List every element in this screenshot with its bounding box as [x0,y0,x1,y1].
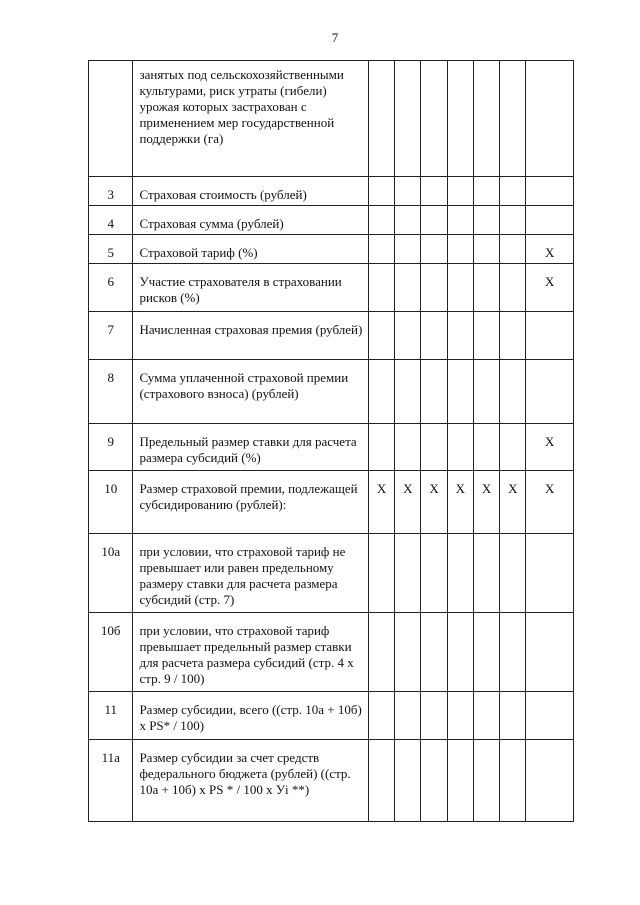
value-cell [421,177,447,206]
row-number: 6 [89,264,133,312]
value-cell [447,61,473,177]
value-cell [395,177,421,206]
table-row [89,471,574,534]
table-row [89,692,574,740]
value-cell [500,264,526,312]
value-cell [473,692,499,740]
value-cell: X [421,471,447,534]
table-row [89,312,574,360]
row-description: при условии, что страховой тариф не превышает или равен предельному размеру ставки для расчета размера субсидий (стр. 7) [133,534,368,613]
value-cell [368,740,394,822]
value-cell [395,61,421,177]
row-description: Страховой тариф (%) [133,235,368,264]
value-cell [526,740,574,822]
row-description: Страховая сумма (рублей) [133,206,368,235]
row-number: 5 [89,235,133,264]
value-cell [368,534,394,613]
value-cell [473,740,499,822]
table-row [89,235,574,264]
value-cell: X [526,235,574,264]
value-cell [500,740,526,822]
value-cell [395,424,421,471]
row-number: 11 [89,692,133,740]
value-cell [395,264,421,312]
value-cell [500,424,526,471]
value-cell [500,61,526,177]
value-cell [421,235,447,264]
value-cell [473,264,499,312]
value-cell [473,360,499,424]
value-cell [526,206,574,235]
row-description: Участие страхователя в страховании рисков (%) [133,264,368,312]
table-row [89,61,574,177]
value-cell [368,177,394,206]
value-cell [447,360,473,424]
value-cell [421,424,447,471]
row-number: 7 [89,312,133,360]
value-cell [473,206,499,235]
row-description: Предельный размер ставки для расчета размера субсидий (%) [133,424,368,471]
value-cell: X [526,424,574,471]
value-cell [395,360,421,424]
row-number: 4 [89,206,133,235]
row-number: 11а [89,740,133,822]
value-cell [447,613,473,692]
value-cell [395,206,421,235]
value-cell [473,312,499,360]
value-cell [368,61,394,177]
row-number: 8 [89,360,133,424]
value-cell [473,177,499,206]
row-description: Размер страховой премии, подлежащей субсидированию (рублей): [133,471,368,534]
value-cell [500,534,526,613]
value-cell [500,312,526,360]
value-cell [421,264,447,312]
value-cell [368,424,394,471]
value-cell [368,235,394,264]
row-number: 10 [89,471,133,534]
value-cell [473,235,499,264]
value-cell: X [526,264,574,312]
value-cell: X [395,471,421,534]
value-cell [447,692,473,740]
value-cell [526,360,574,424]
value-cell [447,534,473,613]
value-cell [447,312,473,360]
table-row [89,534,574,613]
value-cell [526,692,574,740]
row-number [89,61,133,177]
value-cell [500,692,526,740]
value-cell [473,424,499,471]
value-cell [500,613,526,692]
value-cell [500,206,526,235]
table-row [89,424,574,471]
value-cell [447,740,473,822]
row-number: 9 [89,424,133,471]
value-cell [421,312,447,360]
value-cell [421,740,447,822]
row-number: 3 [89,177,133,206]
value-cell [526,613,574,692]
table-row [89,360,574,424]
table-row [89,740,574,822]
value-cell [526,61,574,177]
value-cell [368,206,394,235]
value-cell [368,692,394,740]
value-cell [447,424,473,471]
value-cell [447,206,473,235]
table-row [89,177,574,206]
table-row [89,613,574,692]
value-cell [500,235,526,264]
table-row [89,264,574,312]
value-cell [500,360,526,424]
value-cell [421,692,447,740]
value-cell [526,534,574,613]
value-cell [526,312,574,360]
value-cell [526,177,574,206]
row-description: Размер субсидии за счет средств федерального бюджета (рублей) ((стр. 10а + 10б) x PS * / 100 x Уi **) [133,740,368,822]
value-cell [447,235,473,264]
value-cell: X [526,471,574,534]
value-cell [447,177,473,206]
value-cell [395,235,421,264]
value-cell [368,360,394,424]
value-cell [368,613,394,692]
row-description: при условии, что страховой тариф превышает предельный размер ставки для расчета размера субсидий (стр. 4 x стр. 9 / 100) [133,613,368,692]
value-cell [395,740,421,822]
value-cell: X [368,471,394,534]
value-cell [395,534,421,613]
value-cell [473,613,499,692]
row-description: Размер субсидии, всего ((стр. 10а + 10б) x PS* / 100) [133,692,368,740]
value-cell [473,534,499,613]
row-description: занятых под сельскохозяйственными культурами, риск утраты (гибели) урожая которых застрахован с применением мер государственной поддержки (га) [133,61,368,177]
page-number: 7 [331,30,339,45]
value-cell: X [473,471,499,534]
value-cell [473,61,499,177]
value-cell [421,360,447,424]
value-cell [368,264,394,312]
row-description: Страховая стоимость (рублей) [133,177,368,206]
value-cell [421,613,447,692]
value-cell [395,613,421,692]
value-cell [421,206,447,235]
value-cell: X [500,471,526,534]
value-cell [421,534,447,613]
value-cell: X [447,471,473,534]
value-cell [421,61,447,177]
value-cell [395,692,421,740]
value-cell [368,312,394,360]
row-description: Начисленная страховая премия (рублей) [133,312,368,360]
value-cell [500,177,526,206]
value-cell [395,312,421,360]
table-row [89,206,574,235]
row-number: 10а [89,534,133,613]
value-cell [447,264,473,312]
row-number: 10б [89,613,133,692]
row-description: Сумма уплаченной страховой премии (страхового взноса) (рублей) [133,360,368,424]
subsidy-calculation-table [88,60,574,822]
